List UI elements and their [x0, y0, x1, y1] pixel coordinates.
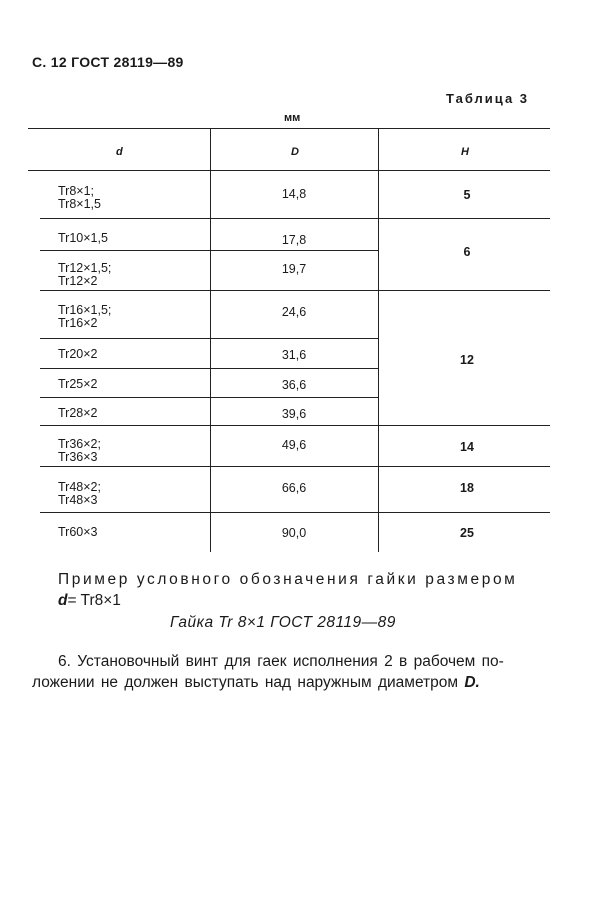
- row-rule: [40, 250, 378, 251]
- table-cell-D: 66,6: [281, 481, 307, 495]
- example-d-value: = Tr8×1: [67, 592, 121, 609]
- table-cell-d: Tr28×2: [58, 406, 98, 420]
- example-designation: Гайка Tr 8×1 ГОСТ 28119—89: [170, 614, 396, 631]
- paragraph-line-2-text: ложении не должен выступать над наружным диаметром: [32, 674, 465, 691]
- table-cell-D: 39,6: [281, 407, 307, 421]
- table-cell-d: Tr25×2: [58, 377, 98, 391]
- example-heading: Пример условного обозначения гайки размером: [58, 571, 518, 588]
- row-rule: [40, 338, 378, 339]
- table-cell-D: 31,6: [281, 348, 307, 362]
- table-cell-D: 90,0: [281, 526, 307, 540]
- paragraph-variable-D: D.: [464, 674, 480, 691]
- paragraph-line-2: [32, 674, 480, 692]
- table-cell-d: Tr36×2; Tr36×3: [58, 437, 101, 464]
- table-top-rule: [28, 128, 550, 129]
- table-cell-H: 14: [460, 440, 474, 454]
- table-cell-d: Tr48×2; Tr48×3: [58, 480, 101, 507]
- units-label: мм: [284, 112, 301, 124]
- row-rule: [40, 290, 550, 291]
- row-rule: [40, 218, 550, 219]
- table-cell-H: 18: [460, 481, 474, 495]
- row-rule: [40, 512, 550, 513]
- table-cell-D: 24,6: [281, 305, 307, 319]
- column-divider-2: [378, 128, 379, 552]
- table-cell-D: 49,6: [281, 438, 307, 452]
- table-cell-d: Tr60×3: [58, 525, 98, 539]
- table-cell-D: 17,8: [281, 233, 307, 247]
- example-value: [58, 592, 121, 610]
- table-header-rule: [28, 170, 550, 171]
- paragraph-line-1: 6. Установочный винт для гаек исполнения 2 в рабочем по-: [58, 653, 504, 670]
- table-cell-D: 14,8: [281, 187, 307, 201]
- table-cell-d: Tr8×1; Tr8×1,5: [58, 184, 101, 211]
- row-rule: [40, 466, 550, 467]
- table-cell-H: 5: [463, 188, 471, 202]
- column-header-D: D: [291, 146, 299, 158]
- row-rule: [40, 368, 378, 369]
- column-header-H: H: [461, 146, 469, 158]
- row-rule: [40, 397, 378, 398]
- row-rule: [40, 425, 550, 426]
- table-cell-d: Tr20×2: [58, 347, 98, 361]
- table-cell-H: 12: [460, 353, 474, 367]
- table-cell-d: Tr16×1,5; Tr16×2: [58, 303, 112, 330]
- table-cell-D: 36,6: [281, 378, 307, 392]
- column-header-d: d: [116, 146, 123, 158]
- example-d-variable: d: [58, 592, 68, 609]
- table-label: Таблица 3: [446, 91, 530, 106]
- page-header: С. 12 ГОСТ 28119—89: [32, 54, 184, 70]
- table-cell-d: Tr10×1,5: [58, 231, 108, 245]
- table-cell-H: 6: [463, 245, 471, 259]
- column-divider-1: [210, 128, 211, 552]
- table-cell-D: 19,7: [281, 262, 307, 276]
- table-cell-d: Tr12×1,5; Tr12×2: [58, 261, 112, 288]
- table-cell-H: 25: [460, 526, 474, 540]
